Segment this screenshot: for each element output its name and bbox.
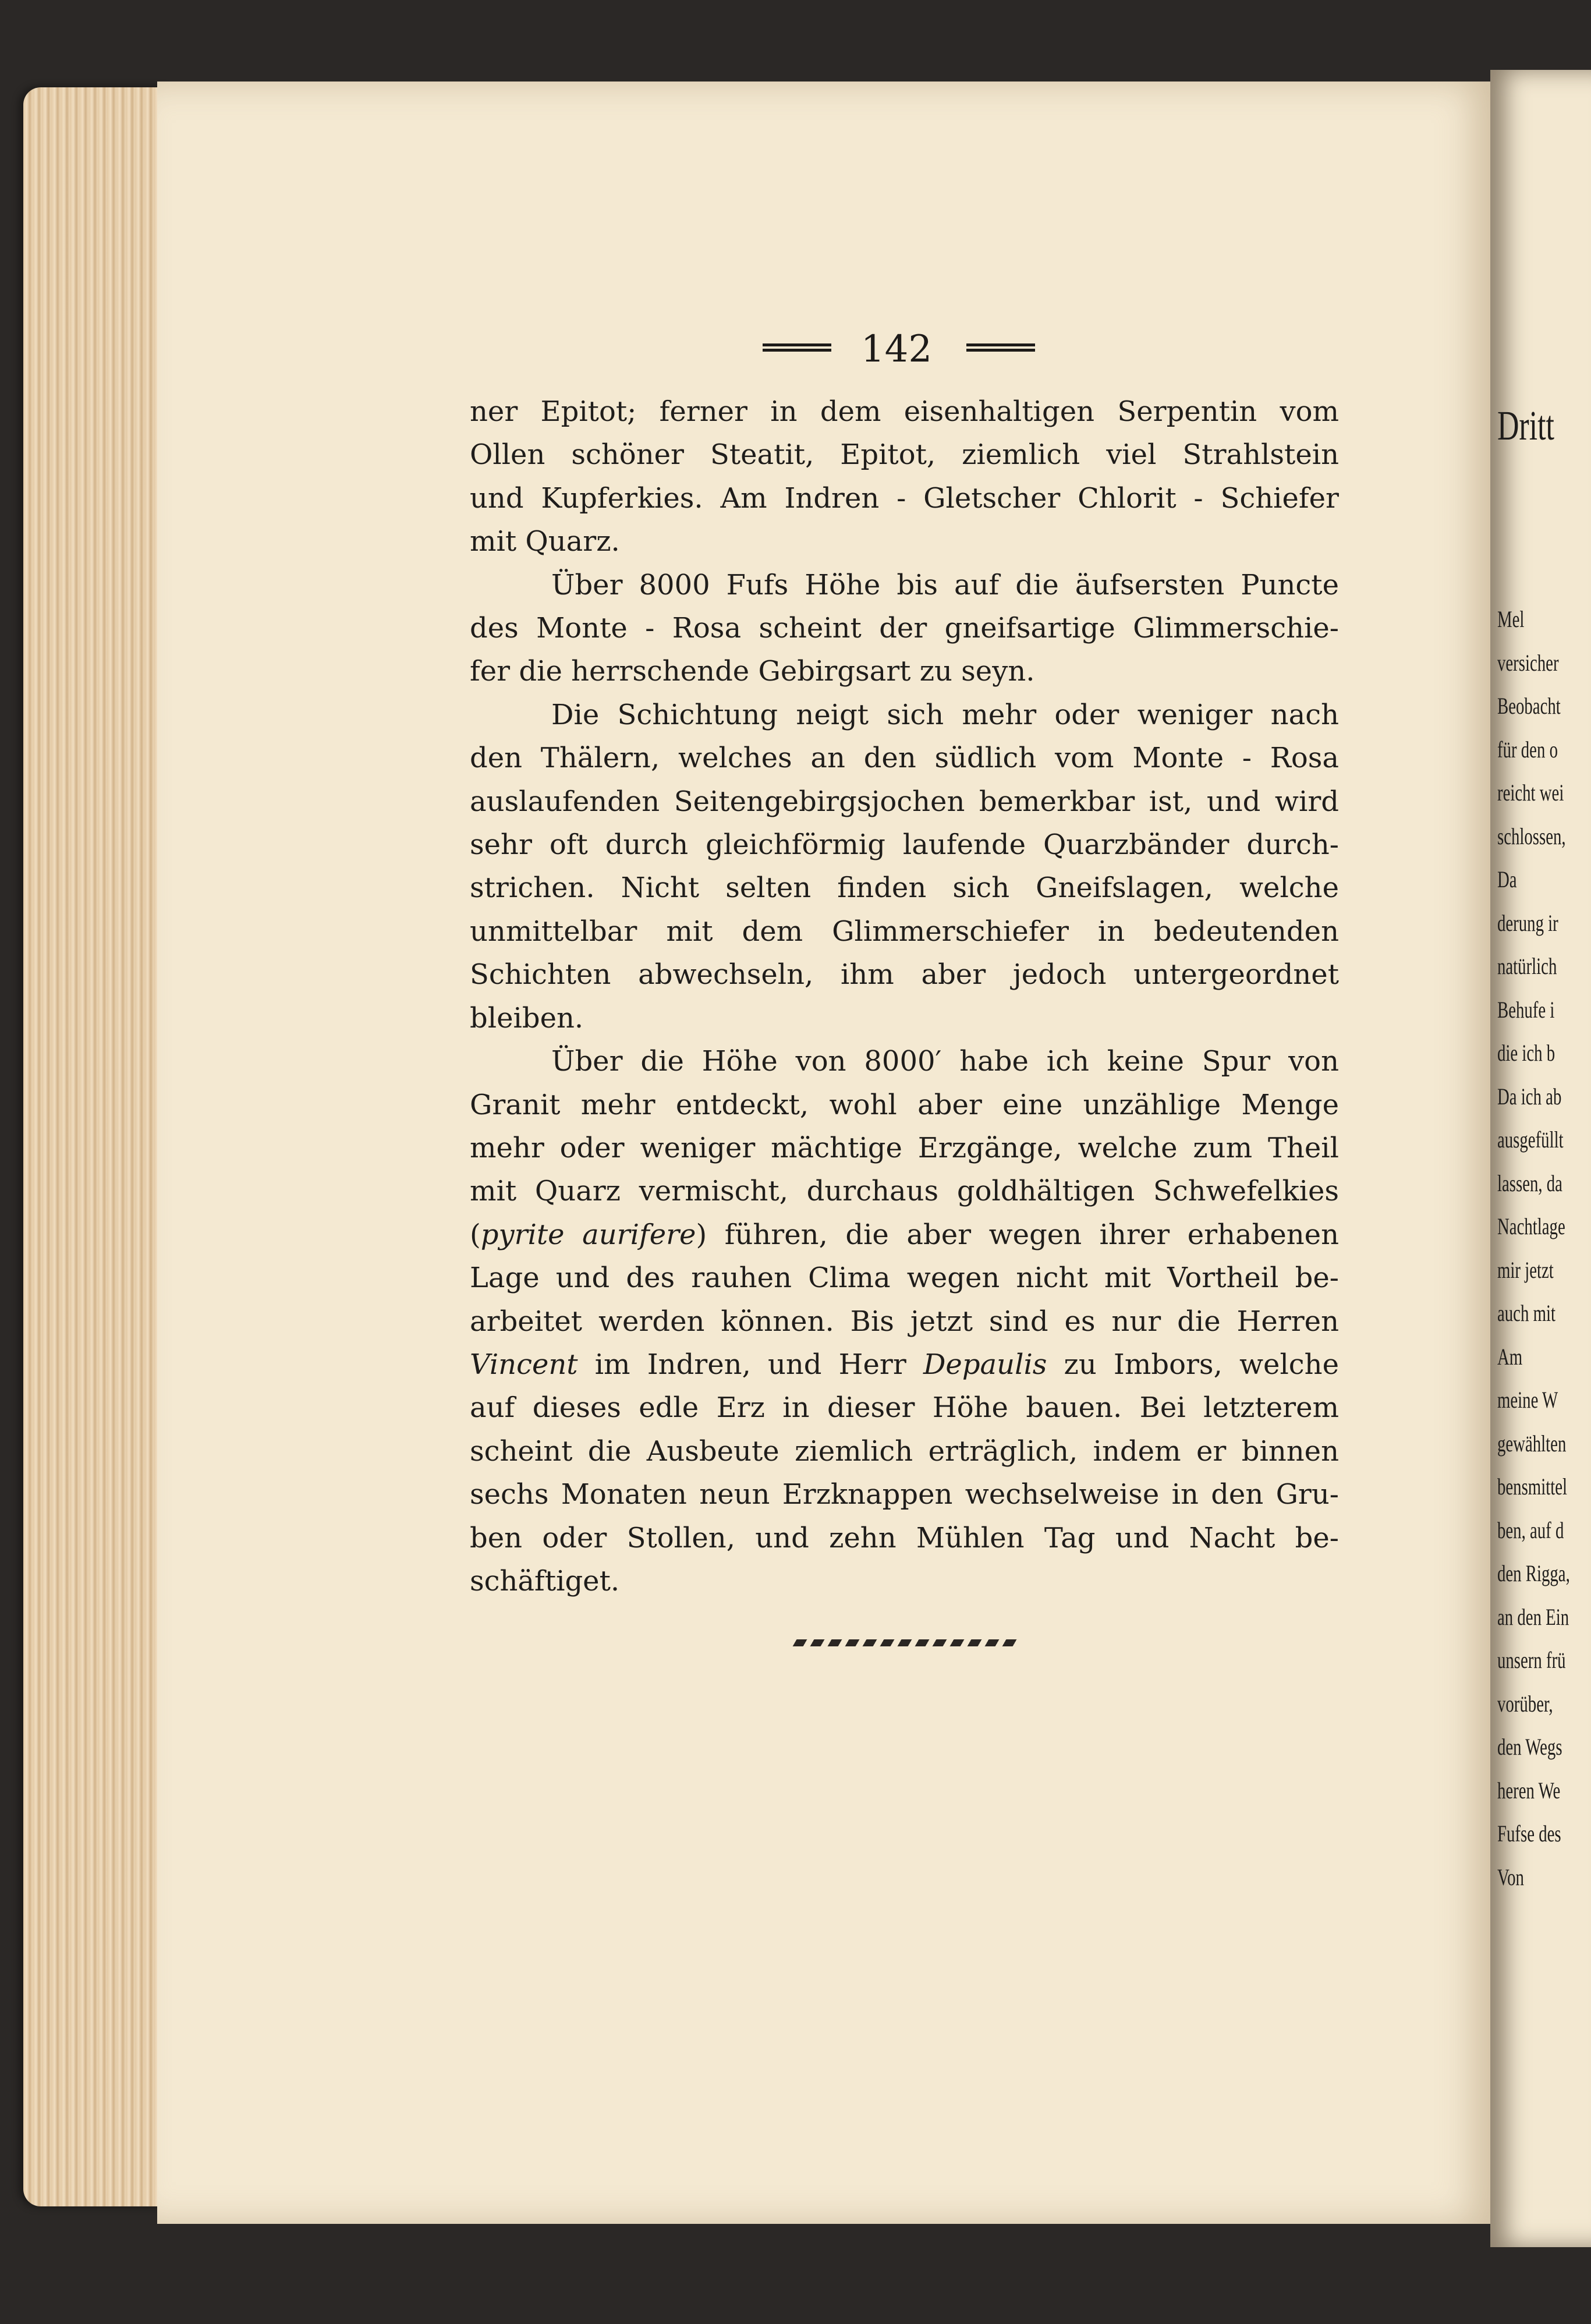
text-segment: Die Schichtung neigt sich mehr oder weniger nach bbox=[551, 698, 1339, 731]
text-segment: ner Epitot; ferner in dem eisenhaltigen Serpentin vom bbox=[470, 395, 1339, 428]
facing-line-fragment: bensmittel bbox=[1497, 1473, 1567, 1500]
facing-line-fragment: auch mit bbox=[1497, 1300, 1555, 1326]
text-line bbox=[470, 866, 1339, 909]
facing-line-fragment: an den Ein bbox=[1497, 1603, 1569, 1630]
text-segment: sehr oft durch gleichförmig laufende Quarzbänder durch- bbox=[470, 828, 1339, 862]
facing-line-fragment: Am bbox=[1497, 1343, 1523, 1370]
facing-line-fragment: Beobacht bbox=[1497, 693, 1561, 719]
text-segment: auf dieses edle Erz in dieser Höhe bauen. Bei letzterem bbox=[470, 1391, 1339, 1425]
text-line bbox=[470, 390, 1339, 433]
text-line bbox=[470, 910, 1339, 953]
facing-line-fragment: Fufse des bbox=[1497, 1820, 1561, 1847]
text-line bbox=[470, 1300, 1339, 1343]
text-line bbox=[470, 477, 1339, 520]
text-line bbox=[470, 433, 1339, 476]
facing-line-fragment: meine W bbox=[1497, 1387, 1558, 1413]
text-line bbox=[470, 1213, 1339, 1256]
page-number: 142 bbox=[860, 328, 933, 371]
text-line bbox=[470, 1040, 1339, 1083]
text-segment: ) führen, die aber wegen ihrer erhabenen bbox=[696, 1218, 1339, 1251]
text-segment: bleiben. bbox=[470, 1001, 584, 1035]
header-rule-left bbox=[763, 343, 831, 352]
italic-segment: pyrite aurifere bbox=[480, 1218, 696, 1251]
tail-ornament bbox=[793, 1639, 1018, 1646]
italic-segment: Vincent bbox=[470, 1348, 578, 1381]
facing-line-fragment: versicher bbox=[1497, 649, 1559, 676]
facing-line-fragment: Von bbox=[1497, 1864, 1524, 1890]
text-segment: Über 8000 Fufs Höhe bis auf die äufsersten Puncte bbox=[551, 568, 1339, 601]
facing-line-fragment: Nachtlage bbox=[1497, 1213, 1565, 1239]
text-segment: arbeitet werden können. Bis jetzt sind es nur die Herren bbox=[470, 1305, 1339, 1338]
text-line bbox=[470, 780, 1339, 823]
facing-line-fragment: mir jetzt bbox=[1497, 1256, 1554, 1283]
text-line bbox=[470, 564, 1339, 607]
facing-line-fragment: ausgefüllt bbox=[1497, 1126, 1564, 1153]
text-segment: Über die Höhe von 8000′ habe ich keine Spur von bbox=[551, 1045, 1339, 1078]
facing-line-fragment: die ich b bbox=[1497, 1040, 1555, 1066]
text-segment: des Monte - Rosa scheint der gneifsartige Glimmerschie- bbox=[470, 612, 1339, 645]
text-segment: Lage und des rauhen Clima wegen nicht mit Vortheil be- bbox=[470, 1262, 1339, 1295]
text-segment: mehr oder weniger mächtige Erzgänge, welche zum Theil bbox=[470, 1131, 1339, 1164]
text-segment: ( bbox=[470, 1218, 481, 1251]
text-line bbox=[470, 736, 1339, 780]
facing-line-fragment: Behufe i bbox=[1497, 996, 1555, 1023]
text-line bbox=[470, 1430, 1339, 1473]
facing-line-fragment: natürlich bbox=[1497, 953, 1557, 979]
text-segment: Schichten abwechseln, ihm aber jedoch untergeordnet bbox=[470, 958, 1339, 991]
text-segment: im Indren, und Herr bbox=[577, 1348, 923, 1381]
facing-line-fragment: für den o bbox=[1497, 736, 1558, 763]
page-edges bbox=[23, 87, 169, 2206]
text-line bbox=[470, 997, 1339, 1040]
text-line bbox=[470, 520, 1339, 563]
text-line bbox=[470, 693, 1339, 736]
text-segment: ben oder Stollen, und zehn Mühlen Tag und Nacht be- bbox=[470, 1521, 1339, 1554]
text-segment: mit Quarz vermischt, durchaus goldhältigen Schwefelkies bbox=[470, 1175, 1339, 1208]
text-segment: zu Imbors, welche bbox=[1047, 1348, 1339, 1381]
text-line bbox=[470, 1343, 1339, 1386]
facing-line-fragment: Mel bbox=[1497, 606, 1525, 632]
text-line bbox=[470, 823, 1339, 866]
text-segment: sechs Monaten neun Erzknappen wechselweise in den Gru- bbox=[470, 1478, 1339, 1511]
body-text bbox=[470, 390, 1339, 1603]
text-segment: fer die herrschende Gebirgsart zu seyn. bbox=[470, 655, 1035, 688]
text-segment: schäftiget. bbox=[470, 1564, 620, 1597]
facing-line-fragment: lassen, da bbox=[1497, 1170, 1562, 1196]
facing-page bbox=[1490, 70, 1591, 2247]
text-segment: strichen. Nicht selten finden sich Gneifslagen, welche bbox=[470, 872, 1339, 905]
page-header bbox=[0, 326, 1591, 390]
text-line bbox=[470, 1256, 1339, 1299]
text-line bbox=[470, 1560, 1339, 1603]
text-segment: Ollen schöner Steatit, Epitot, ziemlich viel Strahlstein bbox=[470, 438, 1339, 472]
text-line bbox=[470, 953, 1339, 996]
text-line bbox=[470, 1473, 1339, 1516]
facing-line-fragment: ben, auf d bbox=[1497, 1517, 1564, 1543]
italic-segment: Depaulis bbox=[923, 1348, 1047, 1381]
text-segment: mit Quarz. bbox=[470, 525, 620, 558]
facing-heading: Dritt bbox=[1497, 402, 1554, 449]
text-line bbox=[470, 1517, 1339, 1560]
text-line bbox=[470, 1386, 1339, 1429]
facing-line-fragment: den Rigga, bbox=[1497, 1560, 1570, 1586]
facing-line-fragment: Da bbox=[1497, 866, 1517, 892]
text-line bbox=[470, 1083, 1339, 1126]
text-segment: den Thälern, welches an den südlich vom Monte - Rosa bbox=[470, 742, 1339, 775]
text-line bbox=[470, 607, 1339, 650]
text-line bbox=[470, 650, 1339, 693]
facing-line-fragment: den Wegs bbox=[1497, 1734, 1562, 1760]
facing-line-fragment: reicht wei bbox=[1497, 780, 1564, 806]
facing-line-fragment: derung ir bbox=[1497, 909, 1558, 936]
text-line bbox=[470, 1126, 1339, 1170]
facing-line-fragment: Da ich ab bbox=[1497, 1083, 1562, 1110]
facing-line-fragment: unsern frü bbox=[1497, 1647, 1566, 1673]
facing-line-fragment: gewählten bbox=[1497, 1430, 1567, 1457]
text-line bbox=[470, 1170, 1339, 1213]
text-segment: unmittelbar mit dem Glimmerschiefer in bedeutenden bbox=[470, 915, 1339, 948]
header-rule-right bbox=[966, 343, 1035, 352]
facing-line-fragment: heren We bbox=[1497, 1777, 1561, 1804]
text-segment: Granit mehr entdeckt, wohl aber eine unzählige Menge bbox=[470, 1088, 1339, 1121]
text-segment: scheint die Ausbeute ziemlich erträglich, indem er binnen bbox=[470, 1434, 1339, 1468]
facing-line-fragment: vorüber, bbox=[1497, 1690, 1553, 1717]
text-segment: auslaufenden Seitengebirgsjochen bemerkbar ist, und wird bbox=[470, 785, 1339, 818]
facing-line-fragment: schlossen, bbox=[1497, 823, 1566, 849]
text-segment: und Kupferkies. Am Indren - Gletscher Chlorit - Schiefer bbox=[470, 481, 1339, 515]
